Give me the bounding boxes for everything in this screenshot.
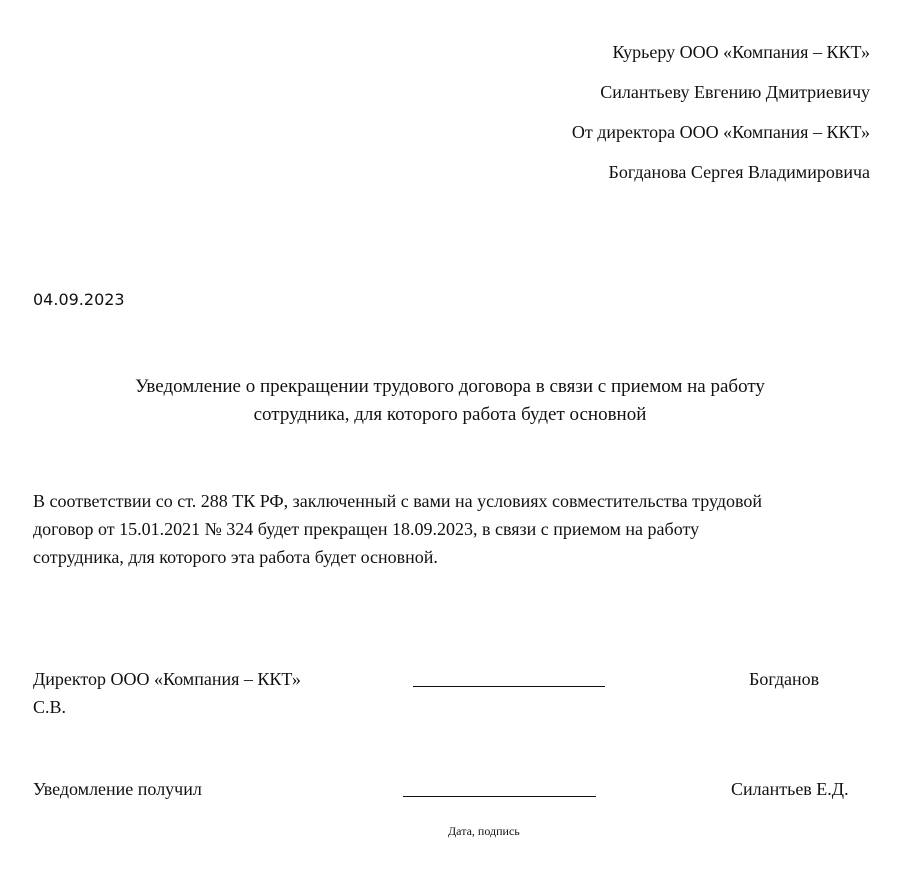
body-line-2: договор от 15.01.2021 № 324 будет прекращен 18.09.2023, в связи с приемом на работу — [33, 519, 700, 539]
document-body — [33, 487, 873, 571]
receiver-name: Силантьев Е.Д. — [731, 779, 849, 799]
director-name-initials: С.В. — [33, 697, 67, 717]
title-line-1: Уведомление о прекращении трудового договора в связи с приемом на работу — [135, 376, 765, 397]
director-signature-label: Директор ООО «Компания – ККТ» — [33, 669, 301, 689]
body-line-1: В соответствии со ст. 288 ТК РФ, заключенный с вами на условиях совместительства трудовой — [33, 491, 763, 511]
receiver-signature-line — [403, 796, 596, 797]
addressee-block — [572, 38, 870, 198]
document-date: 04.09.2023 — [33, 290, 125, 309]
addressee-sender-position: От директора ООО «Компания – ККТ» — [571, 122, 870, 142]
document-title — [40, 373, 860, 429]
director-name-surname: Богданов — [749, 669, 820, 689]
receiver-signature-label: Уведомление получил — [33, 779, 202, 799]
signature-caption: Дата, подпись — [448, 824, 520, 838]
addressee-recipient-position: Курьеру ООО «Компания – ККТ» — [612, 42, 870, 62]
addressee-recipient-name: Силантьеву Евгению Дмитриевичу — [600, 82, 870, 102]
body-line-3: сотрудника, для которого эта работа будет основной. — [33, 547, 438, 567]
addressee-sender-name: Богданова Сергея Владимировича — [608, 162, 870, 182]
title-line-2: сотрудника, для которого работа будет основной — [253, 404, 647, 425]
director-signature-line — [413, 686, 605, 687]
